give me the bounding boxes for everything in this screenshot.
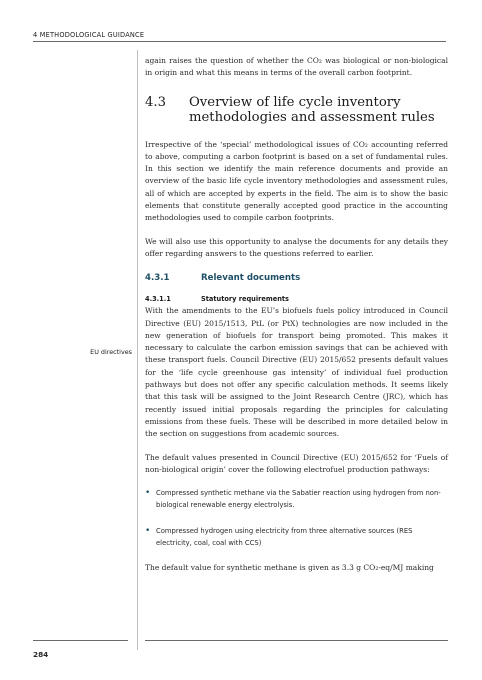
list-item — [145, 525, 448, 550]
paragraph-2: We will also use this opportunity to analyse the documents for any details they offer regarding answers to the questions referred to earlier. — [145, 236, 448, 258]
paragraph-5: The default value for synthetic methane is given as 3.3 g CO₂-eq/MJ making — [145, 563, 434, 573]
bullet-icon: • — [145, 488, 151, 499]
intro-paragraph: again raises the question of whether the CO₂ was biological or non-biological in origin and what this means in terms of the overall carbon footprint. — [145, 56, 448, 78]
bullet-list — [145, 487, 448, 549]
paragraph-1: Irrespective of the ‘special’ methodological issues of CO₂ accounting referred to above, computing a carbon footprint is based on a set of fundamental rules. In this section we identify the main reference documents and provide an overview of the basic life cycle inventory methodologies and assessment rules, all of which are accepted by experts in the field. The aim is to show the basic elements that constitute generally accepted good practice in the accounting methodologies used to compile carbon footprints. — [145, 139, 448, 223]
subsubsection-number: 4.3.1.1 — [145, 295, 171, 304]
page-number: 284 — [33, 650, 49, 659]
section-number: 4.3 — [145, 94, 166, 110]
subsection-title: Relevant documents — [201, 273, 301, 284]
header-rule — [33, 41, 446, 42]
subsection-heading — [145, 273, 448, 284]
bullet-icon: • — [145, 525, 151, 536]
subsection-number: 4.3.1 — [145, 273, 170, 284]
bullet-text: Compressed synthetic methane via the Sabatier reaction using hydrogen from non-biological renewable energy electrolysis. — [156, 489, 441, 510]
subsubsection-heading — [145, 294, 448, 305]
paragraph-3: With the amendments to the EU’s biofuels fuels policy introduced in Council Directive (EU) 2015/1513, PtL (or PtX) technologies are now included in the new generation of biofuels for transport being promoted. This makes it necessary to calculate the carbon emission savings that can be achieved with these transport fuels. Council Directive (EU) 2015/652 presents default values for the ‘life cycle greenhouse gas intensity’ of individual fuel production pathways but does not offer any specific calculation methods. It seems likely that this task will be assigned to the Joint Research Centre (JRC), which has recently issued initial proposals regarding the principles for calculating emissions from these fuels. These will be described in more detailed below in the section on suggestions from academic sources. — [145, 306, 448, 439]
paragraph-4: The default values presented in Council Directive (EU) 2015/652 for ‘Fuels of non-biological origin’ cover the following electrofuel production pathways: — [145, 452, 448, 474]
column-divider — [137, 50, 138, 650]
margin-note: EU directives — [90, 348, 132, 356]
section-heading — [145, 95, 448, 126]
subsubsection-title: Statutory requirements — [201, 295, 289, 304]
footer-rule-left — [33, 640, 128, 641]
list-item — [145, 487, 448, 512]
footer-rule-right — [145, 640, 448, 641]
section-title: Overview of life cycle inventory methodologies and assessment rules — [189, 94, 435, 126]
main-column — [145, 55, 448, 575]
running-head: 4 METHODOLOGICAL GUIDANCE — [33, 31, 145, 39]
bullet-text: Compressed hydrogen using electricity from three alternative sources (RES electricity, coal, coal with CCS) — [156, 526, 413, 548]
